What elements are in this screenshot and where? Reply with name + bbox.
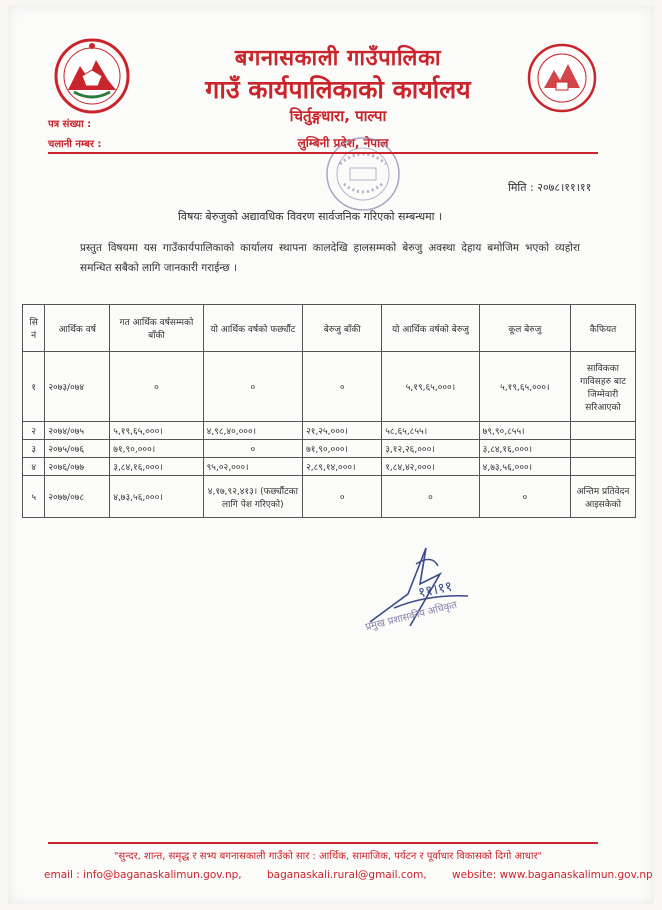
table-row	[23, 352, 636, 422]
header-address: चिर्तुङ्गधारा, पाल्पा	[289, 107, 387, 125]
column-header: सि नं	[23, 305, 45, 352]
column-header: यो आर्थिक वर्षको फर्छ्यौट	[203, 305, 302, 352]
table-cell	[570, 458, 635, 476]
table-cell: ०	[203, 352, 302, 422]
table-cell: २०७६/०७७	[45, 458, 110, 476]
column-header: बेरुजु बाँकी	[303, 305, 382, 352]
table-cell: ७१,९०,०००।	[110, 440, 203, 458]
table-cell: २०७७/०७८	[45, 476, 110, 518]
table-cell: अन्तिम प्रतिवेदन आइसकेको	[570, 476, 635, 518]
letter-ref-label: पत्र संख्या :	[48, 119, 92, 130]
header-divider	[48, 152, 598, 154]
table-cell: ५,१९,६५,०००।	[382, 352, 479, 422]
table-cell: ५,१९,६५,०००।	[110, 422, 203, 440]
signature-date: ११।११	[416, 578, 454, 602]
table-cell: २	[23, 422, 45, 440]
footer-email[interactable]: email : info@baganaskalimun.gov.np,	[44, 869, 242, 881]
table-cell: ७९,९०,८५५।	[479, 422, 570, 440]
table-cell	[570, 422, 635, 440]
table-cell: २१,२५,०००।	[303, 422, 382, 440]
column-header: गत आर्थिक वर्षसम्मको बाँकी	[110, 305, 203, 352]
nepal-emblem-logo	[52, 36, 132, 116]
footer-divider	[48, 842, 598, 844]
table-row	[23, 458, 636, 476]
table-cell: साविकका गाविसहरु बाट जिम्मेवारी सरिआएको	[570, 352, 635, 422]
table-header-row	[23, 305, 636, 352]
column-header: कैफियत	[570, 305, 635, 352]
column-header: कूल बेरुजु	[479, 305, 570, 352]
footer-contact	[44, 869, 653, 881]
table-row	[23, 422, 636, 440]
table-cell: ३	[23, 440, 45, 458]
table-cell	[570, 440, 635, 458]
letter-page	[8, 6, 654, 904]
column-header: यो आर्थिक वर्षको बेरुजु	[382, 305, 479, 352]
table-cell: ०	[303, 352, 382, 422]
table-cell: ४,७३,५६,०००।	[479, 458, 570, 476]
table-cell: ३,८४,१६,०००।	[110, 458, 203, 476]
table-cell: ५,१९,६५,०००।	[479, 352, 570, 422]
table-cell: ३,८४,१६,०००।	[479, 440, 570, 458]
table-cell: ४	[23, 458, 45, 476]
footer-website[interactable]: website: www.baganaskalimun.gov.np	[452, 869, 653, 881]
table-cell: ३,१२,२६,०००।	[382, 440, 479, 458]
letter-date: मिति : २०७८।११।११	[508, 181, 592, 194]
table-cell: २०७४/०७५	[45, 422, 110, 440]
dispatch-number-label: चलानी नम्बर :	[48, 139, 102, 150]
table-cell: ४,१७,९२,४१३। (फर्छ्यौटका लागि पेश गरिएको)	[203, 476, 302, 518]
table-cell: ५८,६५,८५५।	[382, 422, 479, 440]
table-cell: २०७५/०७६	[45, 440, 110, 458]
header-title-municipality: बगनासकाली गाउँपालिका	[234, 46, 442, 71]
table-cell: ४,७३,५६,०००।	[110, 476, 203, 518]
table-row	[23, 440, 636, 458]
signature	[348, 534, 528, 664]
signature-title: प्रमुख प्रशासकीय अधिकृत	[364, 599, 459, 634]
table-cell: ७१,९०,०००।	[303, 440, 382, 458]
table-cell: १,८४,४२,०००।	[382, 458, 479, 476]
footer-motto: "सुन्दर, शान्त, समृद्ध र सभ्य बगनासकाली गाउँको सार : आर्थिक, सामाजिक, पर्यटन र पूर्वाधार विकासको दिगो आधार"	[113, 851, 543, 862]
column-header: आर्थिक वर्ष	[45, 305, 110, 352]
table-cell: २,८९,१४,०००।	[303, 458, 382, 476]
footer-alt-email[interactable]: baganaskali.rural@gmail.com,	[267, 869, 427, 881]
table-cell: ४,९८,४०,०००।	[203, 422, 302, 440]
table-cell: ०	[110, 352, 203, 422]
office-stamp	[320, 134, 406, 214]
table-cell: १	[23, 352, 45, 422]
table-cell: ०	[203, 440, 302, 458]
header-province: लुम्बिनी प्रदेश, नेपाल	[297, 136, 389, 150]
table-cell: ५	[23, 476, 45, 518]
table-cell: ९५,०२,०००।	[203, 458, 302, 476]
table-cell: ०	[382, 476, 479, 518]
table-row	[23, 476, 636, 518]
header-title-office: गाउँ कार्यपालिकाको कार्यालय	[205, 75, 471, 104]
letter-subject: विषयः बेरुजुको अद्यावधिक विवरण सार्वजनिक गरिएको सम्बन्धमा ।	[178, 210, 443, 223]
signature-block	[348, 534, 528, 664]
letter-body: प्रस्तुत विषयमा यस गाउँकार्यपालिकाको कार्यालय स्थापना कालदेखि हालसम्मको बेरुजु अवस्था देहाय बमोजिम भएको व्यहोरा समन्धित सबैको लागि जानकारी गराईन्छ ।	[80, 242, 580, 274]
audit-status-table	[22, 304, 636, 518]
table-cell: ०	[479, 476, 570, 518]
table-cell: २०७३/०७४	[45, 352, 110, 422]
table-cell: ०	[303, 476, 382, 518]
